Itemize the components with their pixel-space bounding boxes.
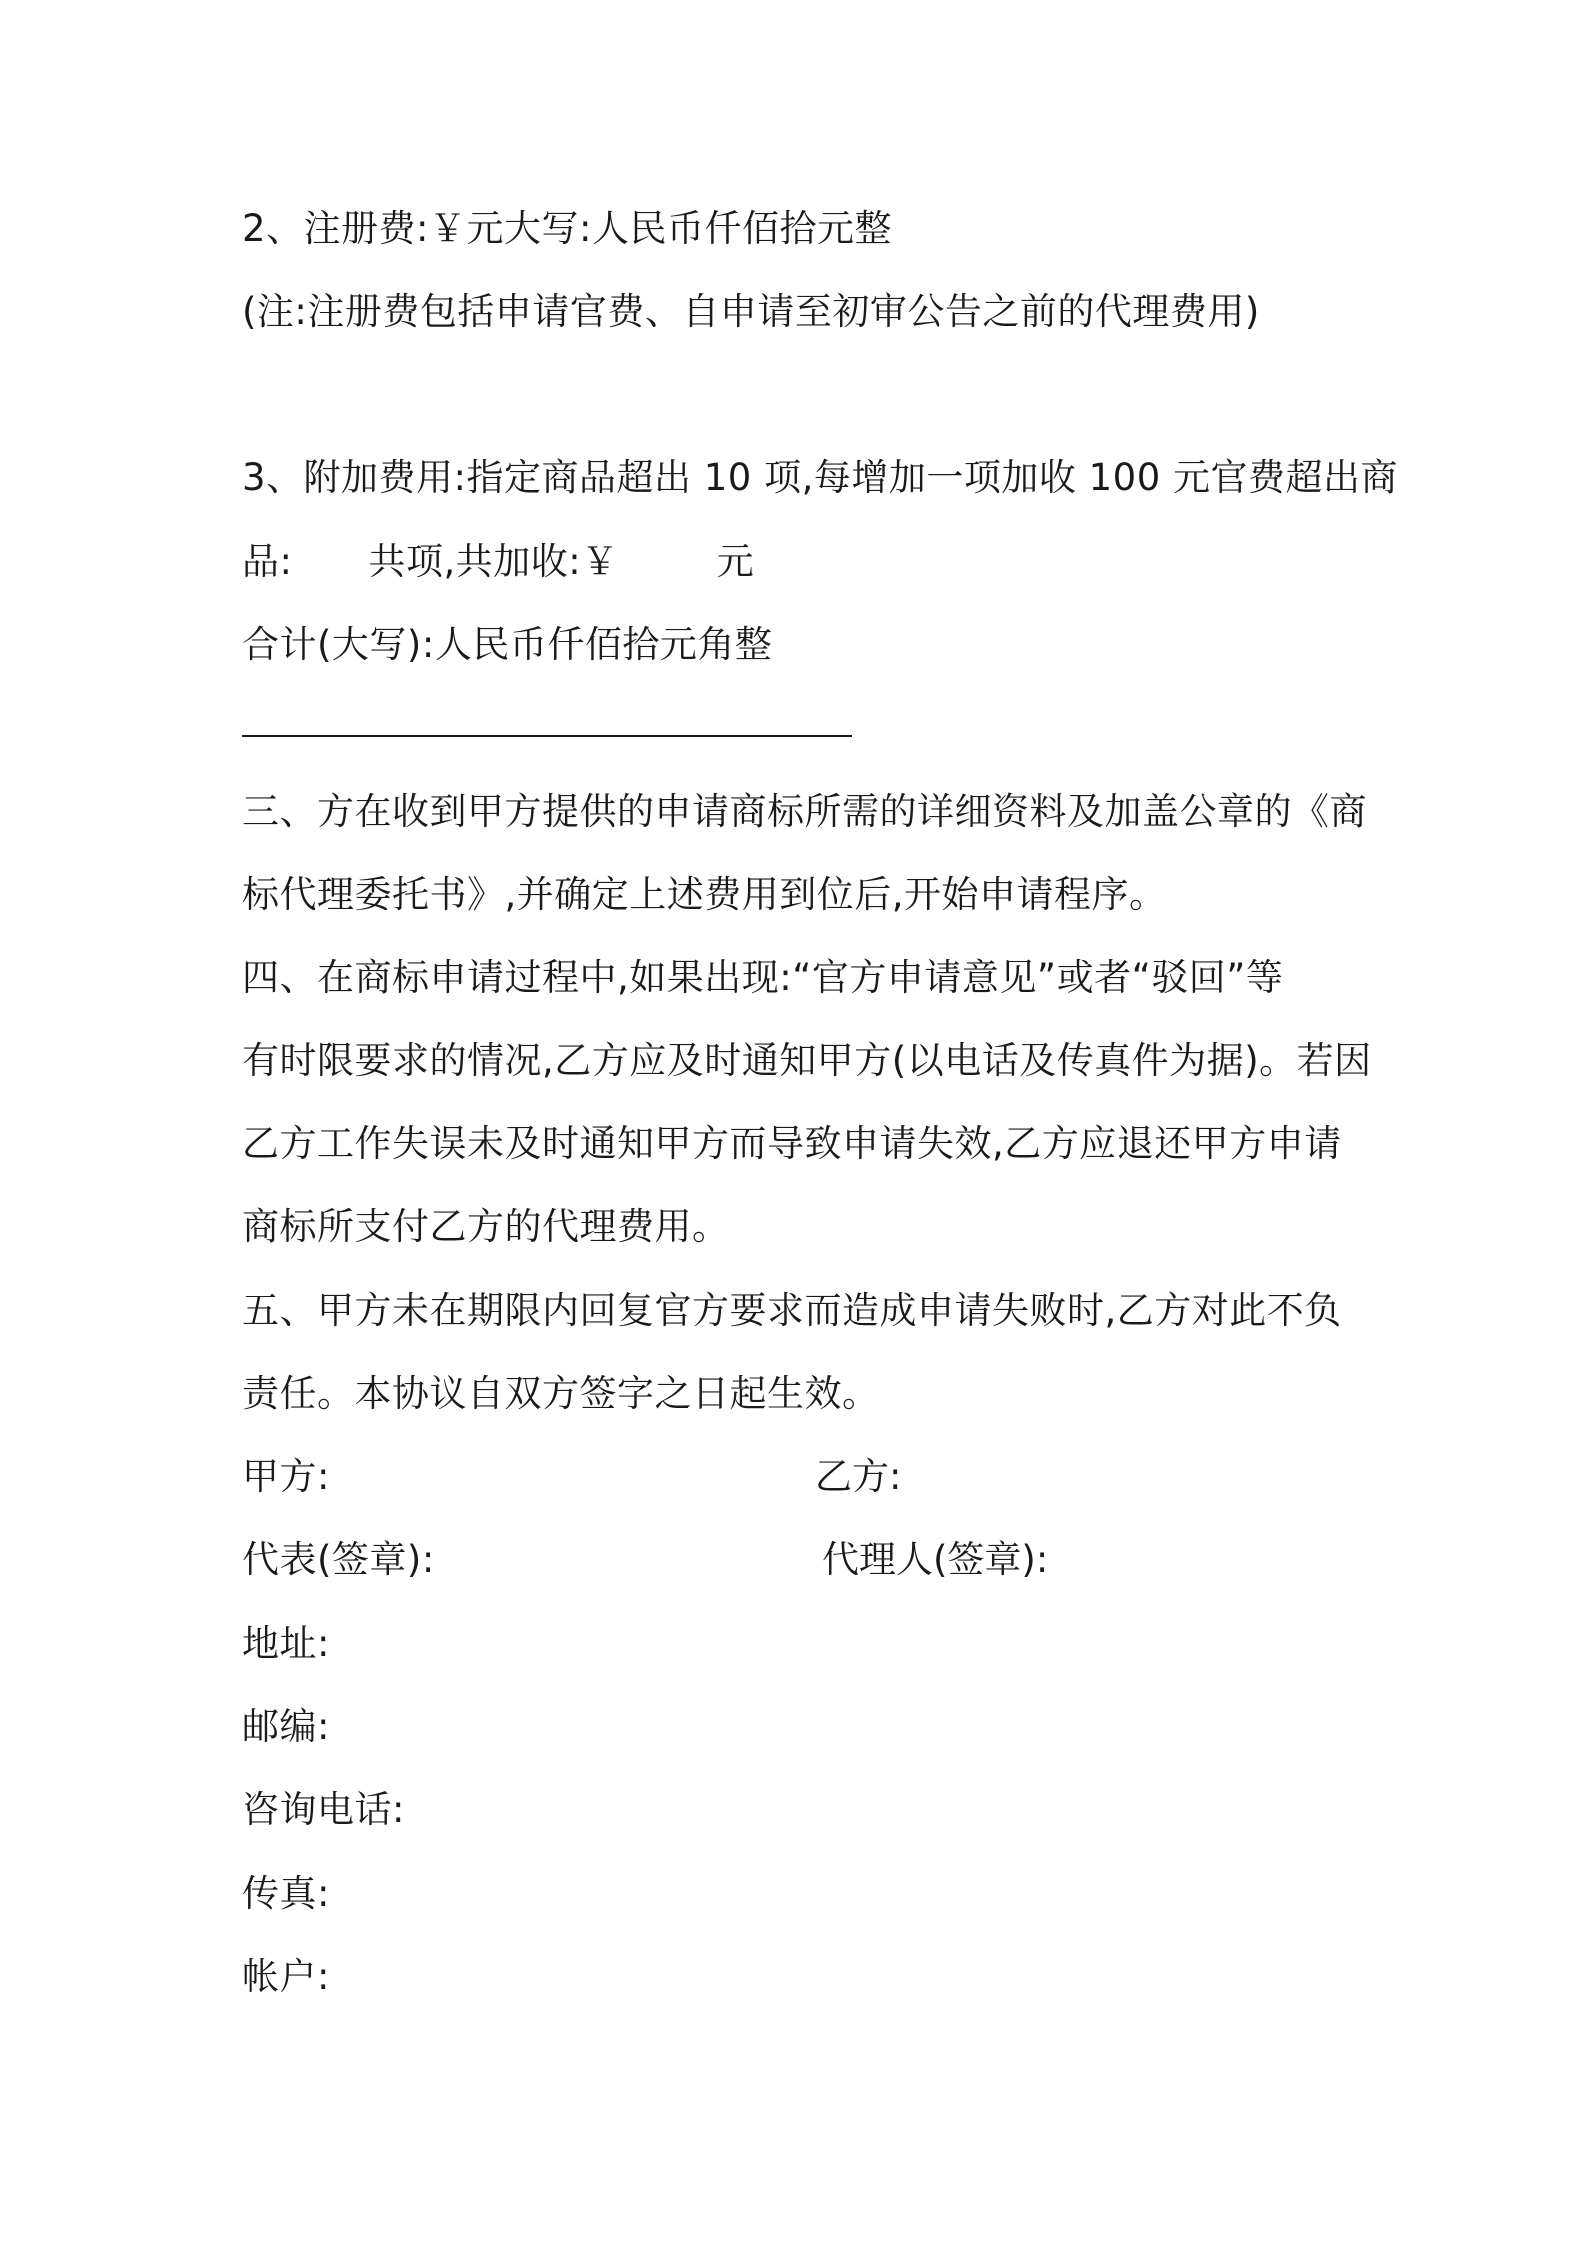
fax-label: 传真: — [242, 1872, 330, 1915]
address-label: 地址: — [242, 1622, 330, 1665]
clause-three-line-2: 标代理委托书》,并确定上述费用到位后,开始申请程序。 — [242, 873, 1167, 916]
representative-b-label: 代理人(签章): — [822, 1538, 1049, 1581]
clause-four-line-4: 商标所支付乙方的代理费用。 — [242, 1205, 730, 1248]
phone-label: 咨询电话: — [242, 1788, 405, 1831]
clause-four-line-2: 有时限要求的情况,乙方应及时通知甲方(以电话及传真件为据)。若因 — [242, 1039, 1372, 1082]
additional-fee-line-2 — [242, 540, 754, 584]
clause-three-line-1: 三、方在收到甲方提供的申请商标所需的详细资料及加盖公章的《商 — [242, 790, 1367, 833]
divider-rule — [242, 735, 852, 737]
party-b-label: 乙方: — [815, 1455, 902, 1498]
clause-four-line-3: 乙方工作失误未及时通知甲方而导致申请失效,乙方应退还甲方申请 — [242, 1122, 1342, 1165]
party-a-label: 甲方: — [242, 1455, 330, 1498]
additional-fee-count-label: 共项,共加收:￥ — [368, 540, 619, 583]
account-label: 帐户: — [242, 1955, 330, 1998]
registration-fee-line: 2、注册费:￥元大写:人民币仟佰拾元整 — [242, 207, 892, 250]
registration-fee-note: (注:注册费包括申请官费、自申请至初审公告之前的代理费用) — [242, 290, 1260, 333]
additional-fee-line-1: 3、附加费用:指定商品超出 10 项,每增加一项加收 100 元官费超出商 — [242, 456, 1399, 499]
postcode-label: 邮编: — [242, 1705, 330, 1748]
representative-a-label: 代表(签章): — [242, 1538, 435, 1581]
clause-four-line-1: 四、在商标申请过程中,如果出现:“官方申请意见”或者“驳回”等 — [242, 956, 1284, 999]
additional-fee-unit: 元 — [716, 540, 755, 583]
total-amount-line: 合计(大写):人民币仟佰拾元角整 — [242, 623, 773, 666]
clause-five-line-2: 责任。本协议自双方签字之日起生效。 — [242, 1372, 880, 1415]
clause-five-line-1: 五、甲方未在期限内回复官方要求而造成申请失败时,乙方对此不负 — [242, 1289, 1342, 1332]
additional-fee-goods-label: 品: — [242, 540, 293, 583]
